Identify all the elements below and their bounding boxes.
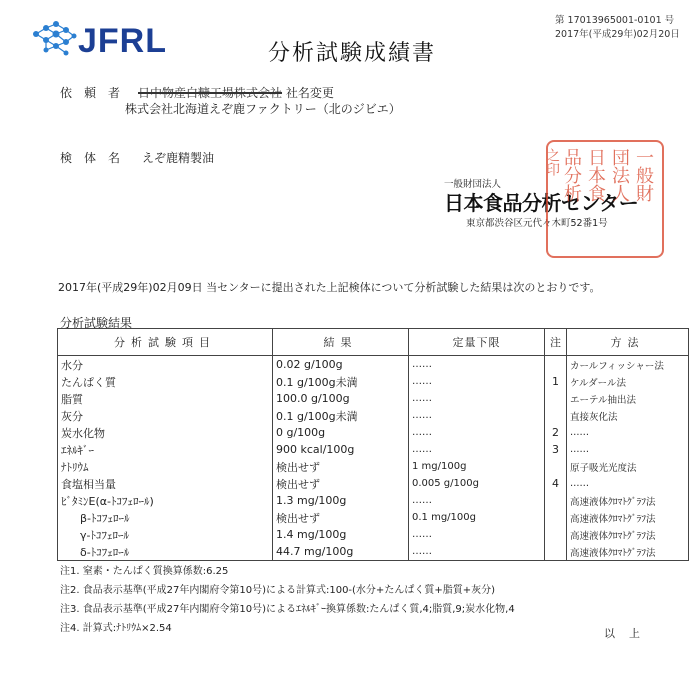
row-note: [545, 356, 567, 374]
row-result: 1.4 mg/100g: [273, 526, 409, 543]
table-row: [58, 441, 689, 458]
row-note: [545, 407, 567, 424]
header-note: 注: [545, 329, 567, 356]
row-method: 高速液体ｸﾛﾏﾄｸﾞﾗﾌ法: [567, 492, 689, 509]
results-table: [57, 328, 689, 561]
row-result: 検出せず: [273, 475, 409, 492]
row-limit: ……: [409, 441, 545, 458]
row-limit: ……: [409, 407, 545, 424]
row-method: ……: [567, 441, 689, 458]
client-label: 依 頼 者: [60, 86, 121, 100]
issuer-name: 日本食品分析センター: [444, 191, 639, 215]
row-method: 高速液体ｸﾛﾏﾄｸﾞﾗﾌ法: [567, 509, 689, 526]
table-header-row: [58, 329, 689, 356]
table-row: [58, 407, 689, 424]
row-note: 2: [545, 424, 567, 441]
issue-date: 2017年(平成29年)02月20日: [555, 29, 680, 40]
row-limit: ……: [409, 424, 545, 441]
row-item: γ-ﾄｺﾌｪﾛｰﾙ: [58, 526, 273, 543]
row-note: [545, 458, 567, 475]
row-limit: ……: [409, 390, 545, 407]
row-limit: ……: [409, 356, 545, 374]
row-item: ﾋﾞﾀﾐﾝE(α-ﾄｺﾌｪﾛｰﾙ): [58, 492, 273, 509]
row-note: 4: [545, 475, 567, 492]
row-limit: 0.1 mg/100g: [409, 509, 545, 526]
row-method: ケルダール法: [567, 373, 689, 390]
issuer-type: 一般財団法人: [444, 179, 502, 190]
table-row: [58, 492, 689, 509]
official-seal: 一般財 団法人 日本食 品分析 之印: [546, 140, 664, 258]
table-row: [58, 424, 689, 441]
row-note: 3: [545, 441, 567, 458]
row-limit: ……: [409, 373, 545, 390]
table-row: [58, 509, 689, 526]
row-item: 脂質: [58, 390, 273, 407]
row-method: 高速液体ｸﾛﾏﾄｸﾞﾗﾌ法: [567, 543, 689, 561]
row-result: 0.1 g/100g未満: [273, 373, 409, 390]
row-item: ｴﾈﾙｷﾞｰ: [58, 441, 273, 458]
header-method: 方法: [567, 329, 689, 356]
notes: [60, 562, 515, 638]
row-method: 高速液体ｸﾛﾏﾄｸﾞﾗﾌ法: [567, 526, 689, 543]
document-meta: [555, 14, 680, 42]
row-result: 900 kcal/100g: [273, 441, 409, 458]
table-row: [58, 543, 689, 561]
note-4: 注4. 計算式:ﾅﾄﾘｳﾑ×2.54: [60, 623, 172, 634]
client-old-name: 日中物産白糠工場株式会社: [138, 86, 283, 100]
row-note: [545, 492, 567, 509]
table-row: [58, 356, 689, 374]
table-row: [58, 390, 689, 407]
row-note: [545, 543, 567, 561]
table-row: [58, 526, 689, 543]
client-old-name-line: [138, 84, 334, 101]
jfrl-logo: [30, 20, 170, 66]
row-limit: ……: [409, 543, 545, 561]
issuer-address: 東京都渋谷区元代々木町52番1号: [466, 218, 608, 229]
row-item: ﾅﾄﾘｳﾑ: [58, 458, 273, 475]
row-result: 検出せず: [273, 458, 409, 475]
row-item: 炭水化物: [58, 424, 273, 441]
row-method: ……: [567, 475, 689, 492]
table-row: [58, 458, 689, 475]
closing-mark: 以上: [604, 627, 654, 640]
table-row: [58, 373, 689, 390]
row-result: 44.7 mg/100g: [273, 543, 409, 561]
section-title: 分析試験結果: [60, 316, 133, 330]
note-3: 注3. 食品表示基準(平成27年内閣府令第10号)によるｴﾈﾙｷﾞｰ換算係数:たんぱく質,4;脂質,9;炭水化物,4: [60, 604, 515, 615]
header-item: 分析試験項目: [58, 329, 273, 356]
header-limit: 定量下限: [409, 329, 545, 356]
row-method: 原子吸光光度法: [567, 458, 689, 475]
document-title: 分析試験成績書: [268, 41, 437, 66]
row-result: 検出せず: [273, 509, 409, 526]
row-result: 0.1 g/100g未満: [273, 407, 409, 424]
client-name-change-note: 社名変更: [285, 86, 334, 100]
network-icon: [30, 20, 80, 60]
row-note: [545, 509, 567, 526]
row-item: 灰分: [58, 407, 273, 424]
logo-text: JFRL: [78, 22, 167, 60]
table-row: [58, 475, 689, 492]
row-item: 水分: [58, 356, 273, 374]
row-method: ……: [567, 424, 689, 441]
row-item: 食塩相当量: [58, 475, 273, 492]
row-result: 0.02 g/100g: [273, 356, 409, 374]
document-number: 第 17013965001-0101 号: [555, 15, 675, 26]
row-note: [545, 390, 567, 407]
client-new-name: 株式会社北海道えぞ鹿ファクトリー（北のジビエ）: [125, 102, 401, 116]
sample-name: えぞ鹿精製油: [142, 151, 215, 165]
header-result: 結果: [273, 329, 409, 356]
row-item: δ-ﾄｺﾌｪﾛｰﾙ: [58, 543, 273, 561]
row-method: カールフィッシャー法: [567, 356, 689, 374]
row-limit: ……: [409, 526, 545, 543]
intro-text: 2017年(平成29年)02月09日 当センターに提出された上記検体について分析試験した結果は次のとおりです。: [58, 281, 601, 294]
row-method: エーテル抽出法: [567, 390, 689, 407]
row-note: 1: [545, 373, 567, 390]
row-note: [545, 526, 567, 543]
row-result: 100.0 g/100g: [273, 390, 409, 407]
row-result: 0 g/100g: [273, 424, 409, 441]
row-item: β-ﾄｺﾌｪﾛｰﾙ: [58, 509, 273, 526]
row-limit: 0.005 g/100g: [409, 475, 545, 492]
sample-label: 検 体 名: [60, 151, 121, 165]
row-method: 直接灰化法: [567, 407, 689, 424]
note-2: 注2. 食品表示基準(平成27年内閣府令第10号)による計算式:100-(水分+たんぱく質+脂質+灰分): [60, 585, 495, 596]
row-result: 1.3 mg/100g: [273, 492, 409, 509]
row-limit: 1 mg/100g: [409, 458, 545, 475]
row-limit: ……: [409, 492, 545, 509]
note-1: 注1. 窒素・たんぱく質換算係数:6.25: [60, 566, 229, 577]
row-item: たんぱく質: [58, 373, 273, 390]
